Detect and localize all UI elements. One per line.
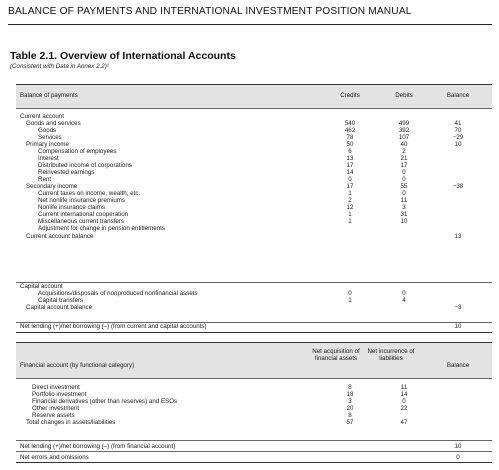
row-label: Acquisitions/disposals of nonproduced nonfinancial assets xyxy=(38,290,198,297)
bop-row xyxy=(16,304,492,312)
credits-cell: 6 xyxy=(348,148,352,155)
liabilities-cell: 22 xyxy=(400,405,408,412)
bop-row xyxy=(16,233,492,241)
capital-account-rule xyxy=(16,322,492,323)
debits-cell: 17 xyxy=(400,162,408,169)
row-label: Services xyxy=(38,134,62,141)
balance-cell: 13 xyxy=(454,233,462,240)
fin-net-rule xyxy=(16,451,492,452)
debits-cell: 40 xyxy=(400,141,408,148)
row-label: Net errors and omissions xyxy=(20,454,89,461)
credits-cell: 1 xyxy=(348,218,352,225)
credits-cell: 50 xyxy=(346,141,354,148)
credits-cell: 1 xyxy=(348,190,352,197)
row-label: Nonlife insurance claims xyxy=(38,204,106,211)
row-label: Capital account balance xyxy=(26,304,93,311)
row-label: Adjustment for change in pension entitlements xyxy=(38,225,165,232)
credits-cell: 12 xyxy=(346,204,354,211)
header-rule xyxy=(8,24,492,25)
row-label: Portfolio investment xyxy=(32,391,87,398)
credits-cell: 1 xyxy=(348,297,352,304)
row-label: Direct investment xyxy=(32,384,80,391)
fin-header-band xyxy=(16,342,492,378)
fin-header-row xyxy=(16,362,492,370)
debits-cell: 107 xyxy=(398,134,410,141)
credits-header: Credits xyxy=(340,92,360,99)
row-label: Reinvested earnings xyxy=(38,169,95,176)
fin-top-rule xyxy=(16,342,492,343)
row-label: Net lending (+)/net borrowing (–) (from current and capital accounts) xyxy=(20,323,207,330)
liabilities-cell: 14 xyxy=(400,391,408,398)
row-label: Net lending (+)/net borrowing (–) (from financial account) xyxy=(20,443,176,450)
debits-cell: 4 xyxy=(402,297,406,304)
row-label: Current account xyxy=(20,113,65,120)
debits-cell: 31 xyxy=(400,211,408,218)
table-subtitle: (Consistent with Data in Annex 2.2)¹ xyxy=(10,63,109,70)
bop-header-row xyxy=(16,92,492,100)
bop-bottom-rule xyxy=(16,332,492,333)
assets-cell: 20 xyxy=(346,405,354,412)
balance-header: Balance xyxy=(446,92,470,99)
assets-header: Net acquisition of financial assets xyxy=(312,348,360,363)
debits-cell: 0 xyxy=(402,190,406,197)
debits-cell: 55 xyxy=(400,183,408,190)
fin-header-rule xyxy=(16,378,492,379)
assets-cell: 8 xyxy=(348,384,352,391)
debits-cell: 11 xyxy=(400,197,408,204)
credits-cell: 17 xyxy=(346,183,354,190)
balance-cell: 41 xyxy=(454,120,462,127)
credits-cell: 78 xyxy=(346,134,354,141)
credits-cell: 13 xyxy=(346,155,354,162)
table-title: Table 2.1. Overview of International Accounts xyxy=(10,50,236,62)
row-label: Compensation of employees xyxy=(38,148,117,155)
liabilities-cell: 11 xyxy=(400,384,408,391)
bop-header-rule xyxy=(16,108,492,109)
credits-cell: 1 xyxy=(348,211,352,218)
row-label: Current account balance xyxy=(26,233,94,240)
balance-cell: 0 xyxy=(456,454,460,461)
assets-cell: 8 xyxy=(348,412,352,419)
fin-row xyxy=(16,419,492,427)
bop-row xyxy=(16,323,492,331)
row-label: Goods xyxy=(38,127,57,134)
row-label: Goods and services xyxy=(26,120,81,127)
debits-cell: 392 xyxy=(398,127,410,134)
row-label: Total changes in assets/liabilities xyxy=(26,419,116,426)
fin-header-label: Financial account (by functional category) xyxy=(20,362,135,369)
fin-total-rule xyxy=(16,440,492,441)
assets-cell: 57 xyxy=(346,419,354,426)
row-label: Miscellaneous current transfers xyxy=(38,218,124,225)
balance-cell: −29 xyxy=(452,134,464,141)
credits-cell: 2 xyxy=(348,197,352,204)
row-label: Secondary income xyxy=(26,183,78,190)
debits-cell: 0 xyxy=(402,169,406,176)
debits-cell: 21 xyxy=(400,155,408,162)
fin-bottom-rule xyxy=(16,462,492,463)
row-label: Distributed income of corporations xyxy=(38,162,132,169)
liabilities-cell: 47 xyxy=(400,419,408,426)
credits-cell: 0 xyxy=(348,290,352,297)
balance-cell: 10 xyxy=(454,141,462,148)
liabilities-cell: 0 xyxy=(402,398,406,405)
row-label: Capital account xyxy=(20,283,63,290)
credits-cell: 17 xyxy=(346,162,354,169)
debits-cell: 499 xyxy=(398,120,410,127)
balance-cell: 70 xyxy=(454,127,462,134)
balance-cell: −38 xyxy=(452,183,464,190)
balance-cell: −3 xyxy=(454,304,462,311)
debits-cell: 3 xyxy=(402,204,406,211)
bop-header-label: Balance of payments xyxy=(20,92,78,99)
credits-cell: 462 xyxy=(344,127,356,134)
row-label: Reserve assets xyxy=(32,412,75,419)
debits-cell: 10 xyxy=(400,218,408,225)
row-label: Current taxes on income, wealth, etc. xyxy=(38,190,141,197)
debits-cell: 0 xyxy=(402,290,406,297)
assets-cell: 18 xyxy=(346,391,354,398)
bop-top-rule xyxy=(16,84,492,85)
credits-cell: 14 xyxy=(346,169,354,176)
balance-cell: 10 xyxy=(454,443,462,450)
fin-row xyxy=(16,454,492,462)
bop-row xyxy=(16,225,492,233)
current-account-rule xyxy=(16,282,492,283)
row-label: Financial derivatives (other than reserves) and ESOs xyxy=(32,398,178,405)
debits-cell: 2 xyxy=(402,148,406,155)
row-label: Net nonlife insurance premiums xyxy=(38,197,126,204)
credits-cell: 540 xyxy=(344,120,356,127)
assets-cell: 3 xyxy=(348,398,352,405)
row-label: Other investment xyxy=(32,405,80,412)
row-label: Primary income xyxy=(26,141,69,148)
debits-header: Debits xyxy=(395,92,413,99)
running-header: BALANCE OF PAYMENTS AND INTERNATIONAL INVESTMENT POSITION MANUAL xyxy=(8,6,412,17)
liabilities-header: Net incurrence of liabilities xyxy=(367,348,415,363)
row-label: Interest xyxy=(38,155,59,162)
credits-cell: 0 xyxy=(348,176,352,183)
row-label: Rent xyxy=(38,176,52,183)
debits-cell: 0 xyxy=(402,176,406,183)
row-label: Capital transfers xyxy=(38,297,84,304)
fin-row xyxy=(16,443,492,451)
row-label: Current international cooperation xyxy=(38,211,129,218)
balance-cell: 10 xyxy=(454,323,462,330)
fin-balance-header: Balance xyxy=(446,362,470,369)
